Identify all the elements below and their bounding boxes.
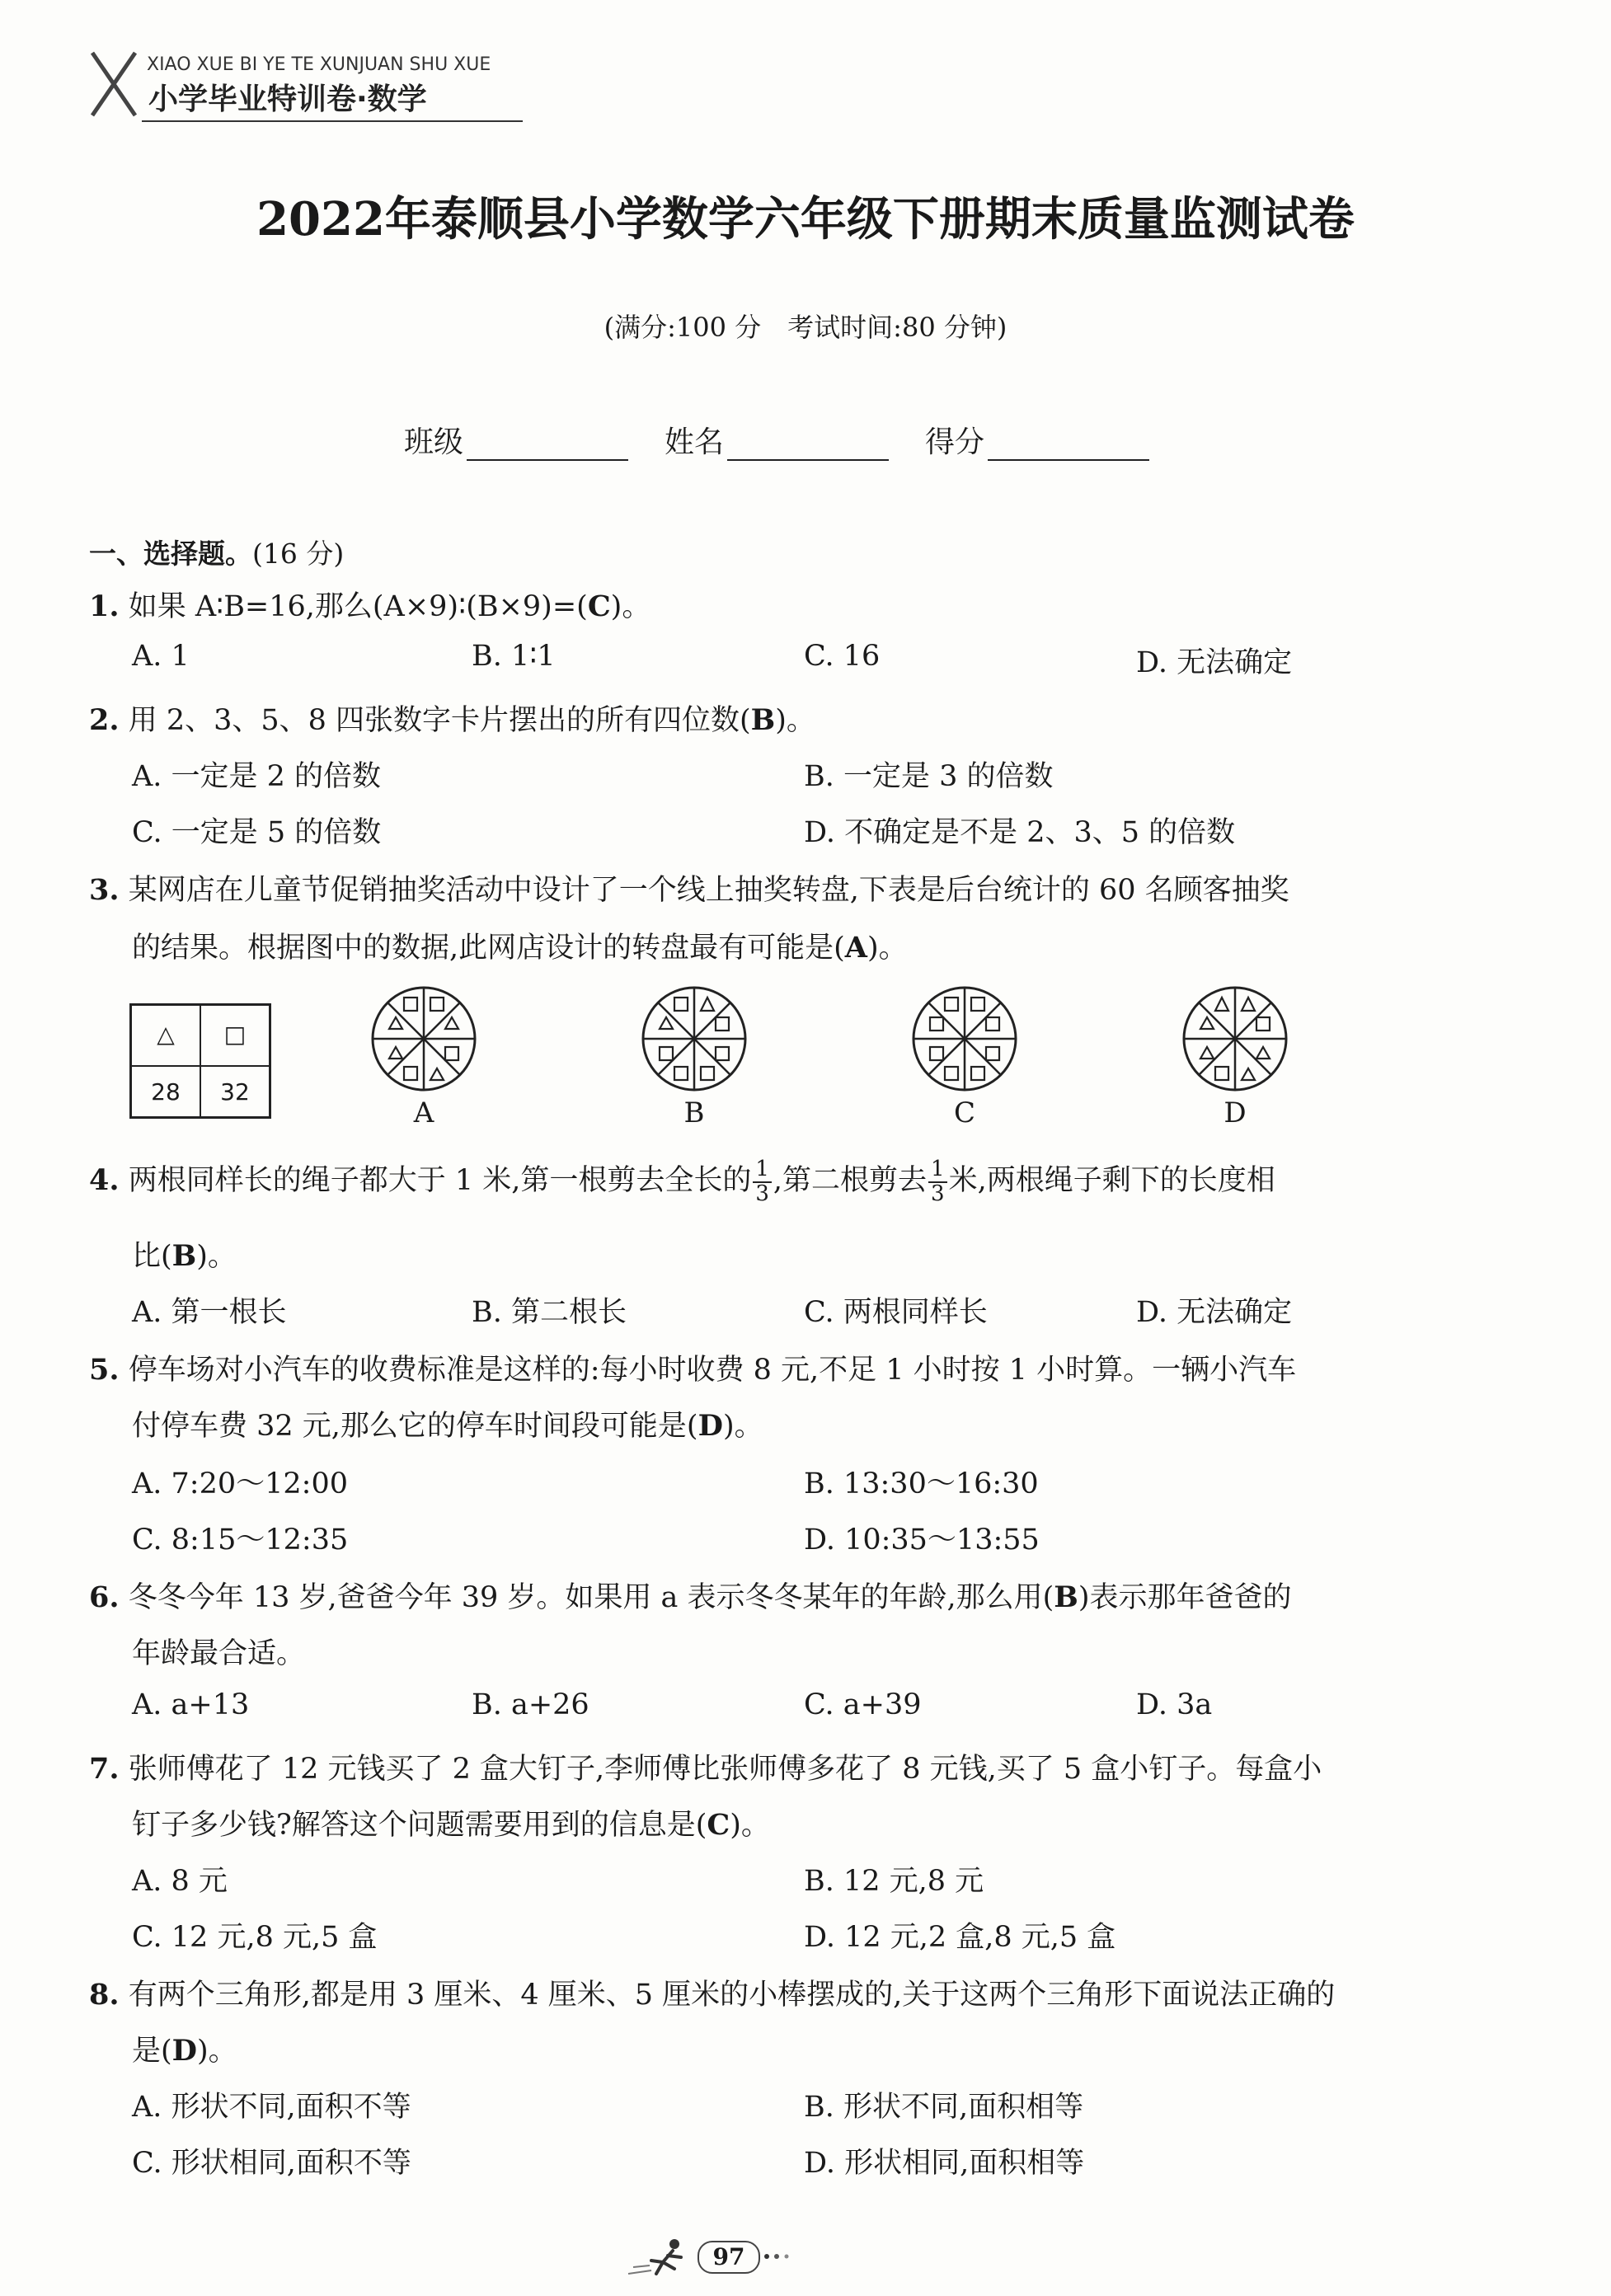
class-field[interactable]: 班级 (404, 419, 628, 461)
q1-option-a[interactable]: A. 1 (132, 640, 190, 673)
fraction-one-third: $\frac{1}{3}$ (753, 1158, 772, 1205)
q6-option-c[interactable]: C. a+39 (804, 1688, 922, 1721)
q7-option-a[interactable]: A. 8 元 (132, 1865, 228, 1898)
question-3-line2: 的结果。根据图中的数据,此网店设计的转盘最有可能是(A)。 (132, 931, 908, 965)
answer-4: B (171, 1239, 197, 1273)
answer-5: D (697, 1409, 723, 1443)
name-field[interactable]: 姓名 (665, 419, 889, 461)
answer-3: A (844, 931, 867, 965)
table-value-square: 32 (220, 1078, 250, 1106)
fraction-one-third-meter: $\frac{1}{3}$ (928, 1158, 947, 1205)
section-heading: 一、选择题。(16 分) (89, 538, 345, 570)
q1-option-c[interactable]: C. 16 (804, 640, 881, 673)
question-4-line2: 比(B)。 (132, 1239, 237, 1273)
q4-option-a[interactable]: A. 第一根长 (132, 1296, 287, 1329)
student-info-fields (404, 419, 1149, 461)
q7-option-b[interactable]: B. 12 元,8 元 (804, 1865, 984, 1898)
page-footer (627, 2233, 824, 2282)
question-6-line2: 年龄最合适。 (132, 1637, 306, 1670)
question-5-line2: 付停车费 32 元,那么它的停车时间段可能是(D)。 (132, 1409, 763, 1443)
q6-option-d[interactable]: D. 3a (1136, 1688, 1213, 1721)
q8-option-d[interactable]: D. 形状相同,面积相等 (804, 2147, 1085, 2180)
q2-option-c[interactable]: C. 一定是 5 的倍数 (132, 816, 382, 849)
question-4: 4. 两根同样长的绳子都大于 1 米,第一根剪去全长的 $\frac{1}{3}$ ,第二根剪去 $\frac{1}{3}$ 米,两根绳子剩下的长度相 (89, 1157, 1275, 1206)
question-7: 7. 张师傅花了 12 元钱买了 2 盒大钉子,李师傅比张师傅多花了 8 元钱,买了 5 盒小钉子。每盒小 (89, 1752, 1322, 1786)
exam-subtitle: (满分:100 分 考试时间:80 分钟) (604, 312, 1007, 343)
question-3: 3. 某网店在儿童节促销抽奖活动中设计了一个线上抽奖转盘,下表是后台统计的 60 名顾客抽奖 (89, 873, 1289, 907)
q6-option-b[interactable]: B. a+26 (472, 1688, 589, 1721)
question-5: 5. 停车场对小汽车的收费标准是这样的:每小时收费 8 元,不足 1 小时按 1 小时算。一辆小汽车 (89, 1353, 1297, 1387)
q2-option-b[interactable]: B. 一定是 3 的倍数 (804, 760, 1054, 793)
q6-option-a[interactable]: A. a+13 (132, 1688, 250, 1721)
spinner-a[interactable] (366, 981, 481, 1096)
q5-option-c[interactable]: C. 8:15～12:35 (132, 1524, 349, 1556)
q7-option-d[interactable]: D. 12 元,2 盒,8 元,5 盒 (804, 1921, 1116, 1954)
series-pinyin: XIAO XUE BI YE TE XUNJUAN SHU XUE (147, 54, 491, 75)
page-number: 97 (697, 2241, 760, 2274)
spinner-b-label: B (683, 1096, 705, 1129)
answer-7: C (707, 1808, 730, 1842)
table-header-triangle: △ (157, 1021, 175, 1048)
q2-option-d[interactable]: D. 不确定是不是 2、3、5 的倍数 (804, 816, 1236, 849)
question-7-line2: 钉子多少钱?解答这个问题需要用到的信息是(C)。 (132, 1808, 770, 1842)
q7-option-c[interactable]: C. 12 元,8 元,5 盒 (132, 1921, 378, 1954)
q4-option-b[interactable]: B. 第二根长 (472, 1296, 627, 1329)
header-underline (142, 120, 523, 122)
question-1: 1. 如果 A∶B=16,那么(A×9)∶(B×9)=(C)。 (89, 589, 651, 623)
q2-option-a[interactable]: A. 一定是 2 的倍数 (132, 760, 382, 793)
q8-option-b[interactable]: B. 形状不同,面积相等 (804, 2091, 1084, 2124)
spinner-d-label: D (1224, 1096, 1247, 1129)
name-blank[interactable] (727, 426, 889, 461)
class-blank[interactable] (467, 426, 628, 461)
series-title: 小学毕业特训卷·数学 (148, 82, 427, 116)
answer-6: B (1054, 1580, 1078, 1614)
q1-option-b[interactable]: B. 1∶1 (472, 640, 556, 673)
exam-title: 2022年泰顺县小学数学六年级下册期末质量监测试卷 (256, 192, 1355, 247)
spinner-c[interactable] (907, 981, 1022, 1096)
question-8: 8. 有两个三角形,都是用 3 厘米、4 厘米、5 厘米的小棒摆成的,关于这两个三角形下面说法正确的 (89, 1978, 1336, 2012)
score-blank[interactable] (988, 426, 1149, 461)
question-2: 2. 用 2、3、5、8 四张数字卡片摆出的所有四位数(B)。 (89, 703, 815, 737)
spinner-d[interactable] (1177, 981, 1293, 1096)
spinner-a-label: A (413, 1096, 434, 1129)
q5-option-d[interactable]: D. 10:35～13:55 (804, 1524, 1040, 1556)
table-header-square: □ (223, 1021, 247, 1048)
dots-decoration (762, 2251, 798, 2262)
q8-option-a[interactable]: A. 形状不同,面积不等 (132, 2091, 411, 2124)
score-field[interactable]: 得分 (925, 419, 1149, 461)
result-table (129, 1003, 271, 1119)
answer-2: B (750, 703, 776, 737)
q4-option-d[interactable]: D. 无法确定 (1136, 1296, 1293, 1329)
q5-option-b[interactable]: B. 13:30～16:30 (804, 1467, 1039, 1500)
answer-8: D (171, 2034, 198, 2068)
q8-option-c[interactable]: C. 形状相同,面积不等 (132, 2147, 411, 2180)
q4-option-c[interactable]: C. 两根同样长 (804, 1296, 988, 1329)
question-6: 6. 冬冬今年 13 岁,爸爸今年 39 岁。如果用 a 表示冬冬某年的年龄,那么用(B)表示那年爸爸的 (89, 1580, 1292, 1614)
series-x-logo (89, 51, 139, 117)
q1-option-d[interactable]: D. 无法确定 (1136, 646, 1293, 679)
spinner-c-label: C (953, 1096, 975, 1129)
spinner-b[interactable] (636, 981, 752, 1096)
table-value-triangle: 28 (151, 1078, 181, 1106)
answer-1: C (587, 589, 611, 623)
q5-option-a[interactable]: A. 7:20～12:00 (132, 1467, 348, 1500)
runner-icon (627, 2236, 696, 2279)
question-8-line2: 是(D)。 (132, 2034, 237, 2068)
